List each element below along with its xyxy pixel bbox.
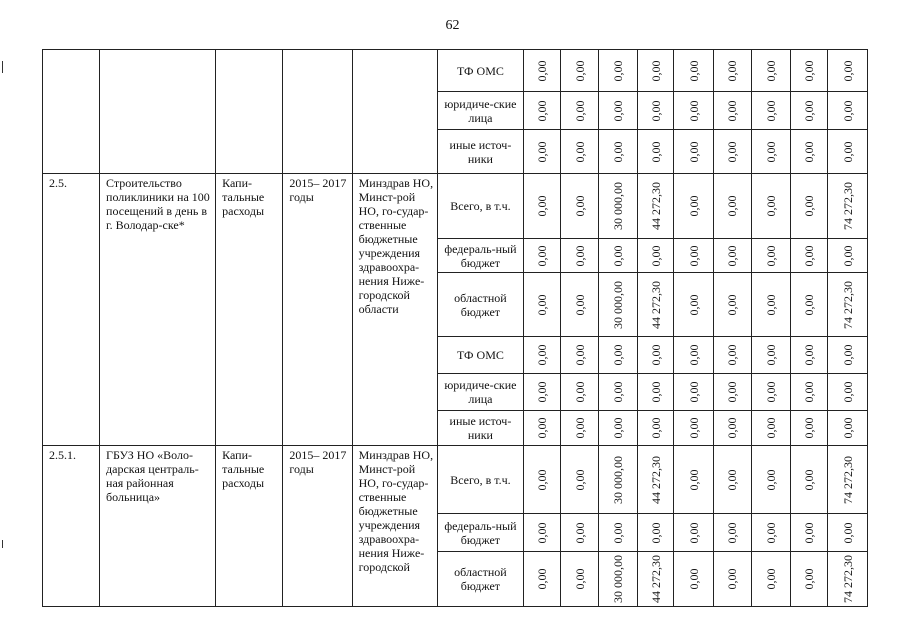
cell-value: 0,00 [714,446,752,514]
cell-value: 0,00 [523,552,561,607]
cell-value: 0,00 [561,273,599,337]
cell-value: 0,00 [828,337,868,374]
cell-value: 0,00 [637,337,674,374]
cell-value: 0,00 [714,374,752,411]
budget-table [42,49,868,607]
cell-value: 74 272,30 [828,273,868,337]
cell-source: иные источ-ники [438,411,524,446]
cell-value: 0,00 [674,92,714,130]
cell-value: 0,00 [637,411,674,446]
cell-value: 0,00 [751,374,790,411]
cell-value: 0,00 [599,411,638,446]
cell-value: 0,00 [523,92,561,130]
cell-value: 0,00 [561,446,599,514]
cell-value: 0,00 [637,374,674,411]
cell-value: 0,00 [599,130,638,174]
cell-value: 0,00 [751,337,790,374]
cell-value: 0,00 [714,411,752,446]
cell-value: 30 000,00 [599,446,638,514]
table-row [43,446,868,514]
cell-value: 0,00 [790,552,828,607]
cell-value: 0,00 [674,239,714,273]
cell-value: 0,00 [674,50,714,92]
cell-value: 0,00 [599,514,638,552]
cell-value: 0,00 [599,92,638,130]
table-row [43,174,868,239]
cell-source: юридиче-ские лица [438,374,524,411]
cell-value: 0,00 [561,50,599,92]
cell-num: 2.5. [43,174,100,446]
cell-value: 0,00 [523,130,561,174]
cell-value: 0,00 [523,374,561,411]
cell-name: ГБУЗ НО «Воло-дарская централь-ная районная больница» [100,446,216,607]
cell-value: 0,00 [637,92,674,130]
cell-source: юридиче-ские лица [438,92,524,130]
cell-value: 0,00 [674,337,714,374]
cell-value: 0,00 [714,552,752,607]
cell-value: 0,00 [790,50,828,92]
cell-value: 0,00 [714,514,752,552]
cell-value: 0,00 [790,337,828,374]
cell-value: 0,00 [751,130,790,174]
table-body [43,50,868,607]
cell-value: 0,00 [523,337,561,374]
cell-value: 0,00 [561,239,599,273]
cell-value: 0,00 [561,337,599,374]
cell-value: 0,00 [828,239,868,273]
page-number: 62 [445,18,460,33]
cell-value: 0,00 [599,374,638,411]
cell-years: 2015– 2017 годы [283,446,352,607]
cell-value: 0,00 [561,411,599,446]
cell-value: 0,00 [828,374,868,411]
cell-value: 0,00 [714,50,752,92]
cell-value: 0,00 [790,174,828,239]
cell-value: 0,00 [523,50,561,92]
cell-source: ТФ ОМС [438,337,524,374]
cell-value: 30 000,00 [599,174,638,239]
cell-value: 30 000,00 [599,273,638,337]
cell-value: 0,00 [674,552,714,607]
cell-value: 0,00 [523,174,561,239]
cell-value: 0,00 [751,552,790,607]
cell-type: Капи-тальные расходы [216,446,283,607]
cell-name: Строительство поликлиники на 100 посещений в день в г. Володар-ске* [100,174,216,446]
cell-value: 0,00 [790,514,828,552]
cell-executor: Минздрав НО, Минст-рой НО, го-судар-ственные бюджетные учреждения здравоохра-нения Ниже-городской области [352,174,438,446]
cell-num: 2.5.1. [43,446,100,607]
cell-value: 0,00 [714,130,752,174]
cell-value: 0,00 [561,552,599,607]
cell-source: иные источ-ники [438,130,524,174]
cell-value: 0,00 [637,50,674,92]
cell-value: 0,00 [561,130,599,174]
cell-value: 0,00 [714,273,752,337]
cell-source: областной бюджет [438,552,524,607]
cell-value: 0,00 [637,130,674,174]
cell-value: 74 272,30 [828,446,868,514]
cell-value: 0,00 [523,273,561,337]
cell-value: 0,00 [637,239,674,273]
cell-value: 0,00 [751,273,790,337]
cell-value: 0,00 [751,50,790,92]
cell-executor: Минздрав НО, Минст-рой НО, го-судар-ственные бюджетные учреждения здравоохра-нения Ниже-городской [352,446,438,607]
cell-value: 0,00 [599,50,638,92]
cell-source: федераль-ный бюджет [438,514,524,552]
cell-years [283,50,352,174]
cell-value: 0,00 [674,273,714,337]
cell-value: 0,00 [714,92,752,130]
cell-value: 0,00 [751,446,790,514]
cell-value: 0,00 [714,174,752,239]
cell-value: 0,00 [790,273,828,337]
cell-name [100,50,216,174]
cell-value: 0,00 [828,130,868,174]
cell-value: 0,00 [790,239,828,273]
cell-value: 0,00 [561,92,599,130]
cell-value: 44 272,30 [637,174,674,239]
cell-value: 0,00 [523,514,561,552]
cell-value: 30 000,00 [599,552,638,607]
cell-value: 74 272,30 [828,174,868,239]
cell-value: 0,00 [714,239,752,273]
cell-value: 0,00 [790,411,828,446]
cell-value: 0,00 [828,411,868,446]
cell-value: 0,00 [790,374,828,411]
scan-mark [2,61,3,73]
cell-source: Всего, в т.ч. [438,446,524,514]
cell-value: 0,00 [751,514,790,552]
cell-value: 0,00 [674,411,714,446]
cell-source: ТФ ОМС [438,50,524,92]
cell-value: 44 272,30 [637,273,674,337]
cell-value: 44 272,30 [637,552,674,607]
cell-num [43,50,100,174]
cell-value: 0,00 [714,337,752,374]
cell-value: 0,00 [828,92,868,130]
cell-value: 0,00 [599,239,638,273]
cell-value: 0,00 [790,92,828,130]
cell-value: 0,00 [751,411,790,446]
cell-value: 0,00 [523,239,561,273]
cell-value: 74 272,30 [828,552,868,607]
cell-type: Капи-тальные расходы [216,174,283,446]
cell-source: областной бюджет [438,273,524,337]
table-row [43,50,868,92]
cell-value: 0,00 [751,239,790,273]
cell-value: 0,00 [674,174,714,239]
cell-years: 2015– 2017 годы [283,174,352,446]
cell-executor [352,50,438,174]
cell-value: 0,00 [674,446,714,514]
cell-value: 0,00 [561,174,599,239]
cell-value: 0,00 [751,92,790,130]
cell-value: 0,00 [599,337,638,374]
cell-value: 0,00 [674,130,714,174]
cell-value: 0,00 [751,174,790,239]
cell-value: 0,00 [674,374,714,411]
cell-value: 0,00 [674,514,714,552]
cell-value: 0,00 [790,130,828,174]
cell-value: 44 272,30 [637,446,674,514]
cell-type [216,50,283,174]
cell-value: 0,00 [561,374,599,411]
cell-value: 0,00 [637,514,674,552]
cell-value: 0,00 [790,446,828,514]
cell-value: 0,00 [828,50,868,92]
cell-value: 0,00 [828,514,868,552]
cell-source: федераль-ный бюджет [438,239,524,273]
cell-source: Всего, в т.ч. [438,174,524,239]
cell-value: 0,00 [523,446,561,514]
scan-mark [2,540,3,548]
cell-value: 0,00 [561,514,599,552]
cell-value: 0,00 [523,411,561,446]
